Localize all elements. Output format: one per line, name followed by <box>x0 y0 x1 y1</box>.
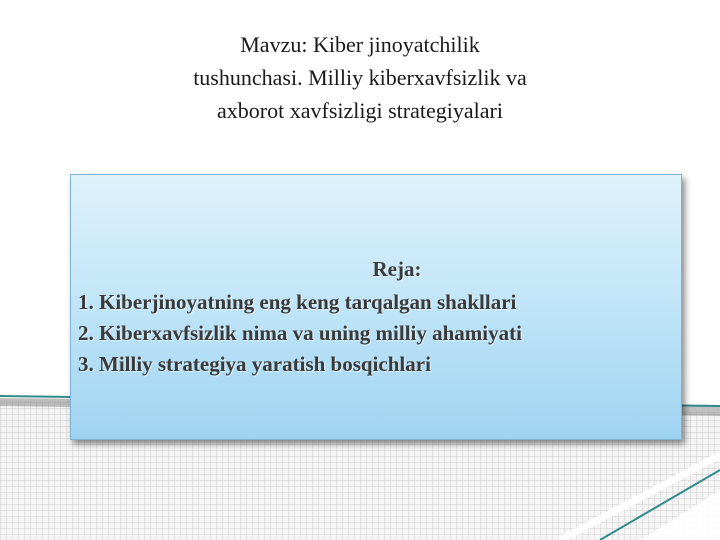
slide-title <box>80 28 640 127</box>
plan-item: 1. Kiberjinoyatning eng keng tarqalgan shakllari <box>78 290 517 314</box>
plan-list <box>78 287 522 380</box>
plan-item: 3. Milliy strategiya yaratish bosqichlari <box>78 352 431 376</box>
title-line: tushunchasi. Milliy kiberxavfsizlik va <box>193 65 527 90</box>
plan-item: 2. Kiberxavfsizlik nima va uning milliy ahamiyati <box>78 321 522 345</box>
plan-heading: Reja: <box>372 257 422 281</box>
title-line: axborot xavfsizligi strategiyalari <box>217 98 503 123</box>
plan-box <box>70 174 682 440</box>
title-line: Mavzu: Kiber jinoyatchilik <box>240 32 480 57</box>
